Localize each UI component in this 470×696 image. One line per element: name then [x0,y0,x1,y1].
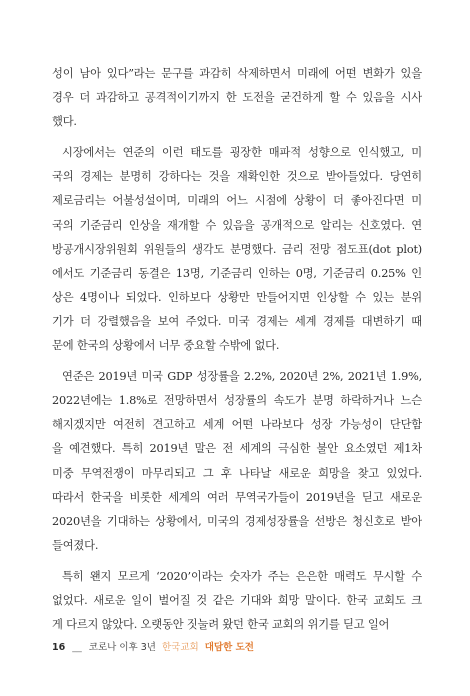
text-line: 해지겠지만 여전히 견고하고 세계 어떤 나라보다 성장 가능성이 단단함 [52,418,422,432]
paragraph [52,141,422,358]
text-line: 게 다르지 않았다. 오랫동안 짓눌려 왔던 한국 교회의 위기를 딛고 일어 [52,618,390,632]
text-line: 국의 기준금리 인상을 재개할 수 있음을 공개적으로 알리는 신호였다. 연 [52,218,422,232]
paragraph [52,62,422,134]
text-line: 성이 남아 있다”라는 문구를 과감히 삭제하면서 미래에 어떤 변화가 있을 [52,67,422,80]
page-number: 16 [52,642,66,653]
text-line: 특히 왠지 모르게 ‘2020’이라는 숫자가 주는 은은한 매력도 무시할 수 [62,569,422,583]
text-line: 미중 무역전쟁이 마무리되고 그 후 나타날 새로운 희망을 찾고 있었다. [52,466,422,480]
text-line: 방공개시장위원회 위원들의 생각도 분명했다. 금리 전망 점도표(dot plot) [52,242,422,256]
footer-separator: __ [72,642,82,653]
text-line: 상은 4명이나 되었다. 인하보다 상황만 만들어지면 인상할 수 있는 분위 [52,290,422,304]
body-text [52,62,422,637]
text-line: 2022년에는 1.8%로 전망하면서 성장률의 속도가 분명 하락하거나 느슨 [52,394,422,408]
page-footer [52,639,254,653]
text-line: 따라서 한국을 비롯한 세계의 여러 무역국가들이 2019년을 딛고 새로운 [52,490,422,504]
text-line: 에서도 기준금리 동결은 13명, 기준금리 인하는 0명, 기준금리 0.25% 인 [52,266,422,280]
book-title-highlight-church: 한국교회 [161,642,199,653]
text-line: 연준은 2019년 미국 GDP 성장률을 2.2%, 2020년 2%, 2021년 1.9%, [62,370,422,384]
text-line: 시장에서는 연준의 이런 태도를 굉장한 매파적 성향으로 인식했고, 미 [62,146,422,160]
paragraph-gap [52,358,422,365]
text-line: 했다. [52,115,77,129]
paragraph-gap [52,558,422,565]
text-line: 경우 더 과감하고 공격적이기까지 한 도전을 굳건하게 할 수 있음을 시사 [52,91,422,105]
text-line: 을 예견했다. 특히 2019년 말은 전 세계의 극심한 불안 요소였던 제1차 [52,442,422,456]
text-line: 기가 더 강렬했음을 보여 주었다. 미국 경제는 세계 경제를 대변하기 때 [52,314,422,328]
book-title-highlight-challenge: 대담한 도전 [204,642,254,653]
paragraph [52,365,422,558]
book-title-prefix: 코로나 이후 3년 [88,642,156,653]
text-line: 없었다. 새로운 일이 벌어질 것 같은 기대와 희망 말이다. 한국 교회도 크 [52,593,422,607]
text-line: 2020년을 기대하는 상황에서, 미국의 경제성장률을 선방은 청신호로 받아 [52,514,422,528]
text-line: 제로금리는 어불성설이며, 미래의 어느 시점에 상황이 더 좋아진다면 미 [52,194,422,208]
text-line: 문에 한국의 상황에서 너무 중요할 수밖에 없다. [52,339,280,353]
paragraph-gap [52,134,422,141]
text-line: 국의 경제는 분명히 강하다는 것을 재확인한 것으로 받아들었다. 당연히 [52,170,422,184]
paragraph [52,565,422,637]
text-line: 들여졌다. [52,538,99,552]
